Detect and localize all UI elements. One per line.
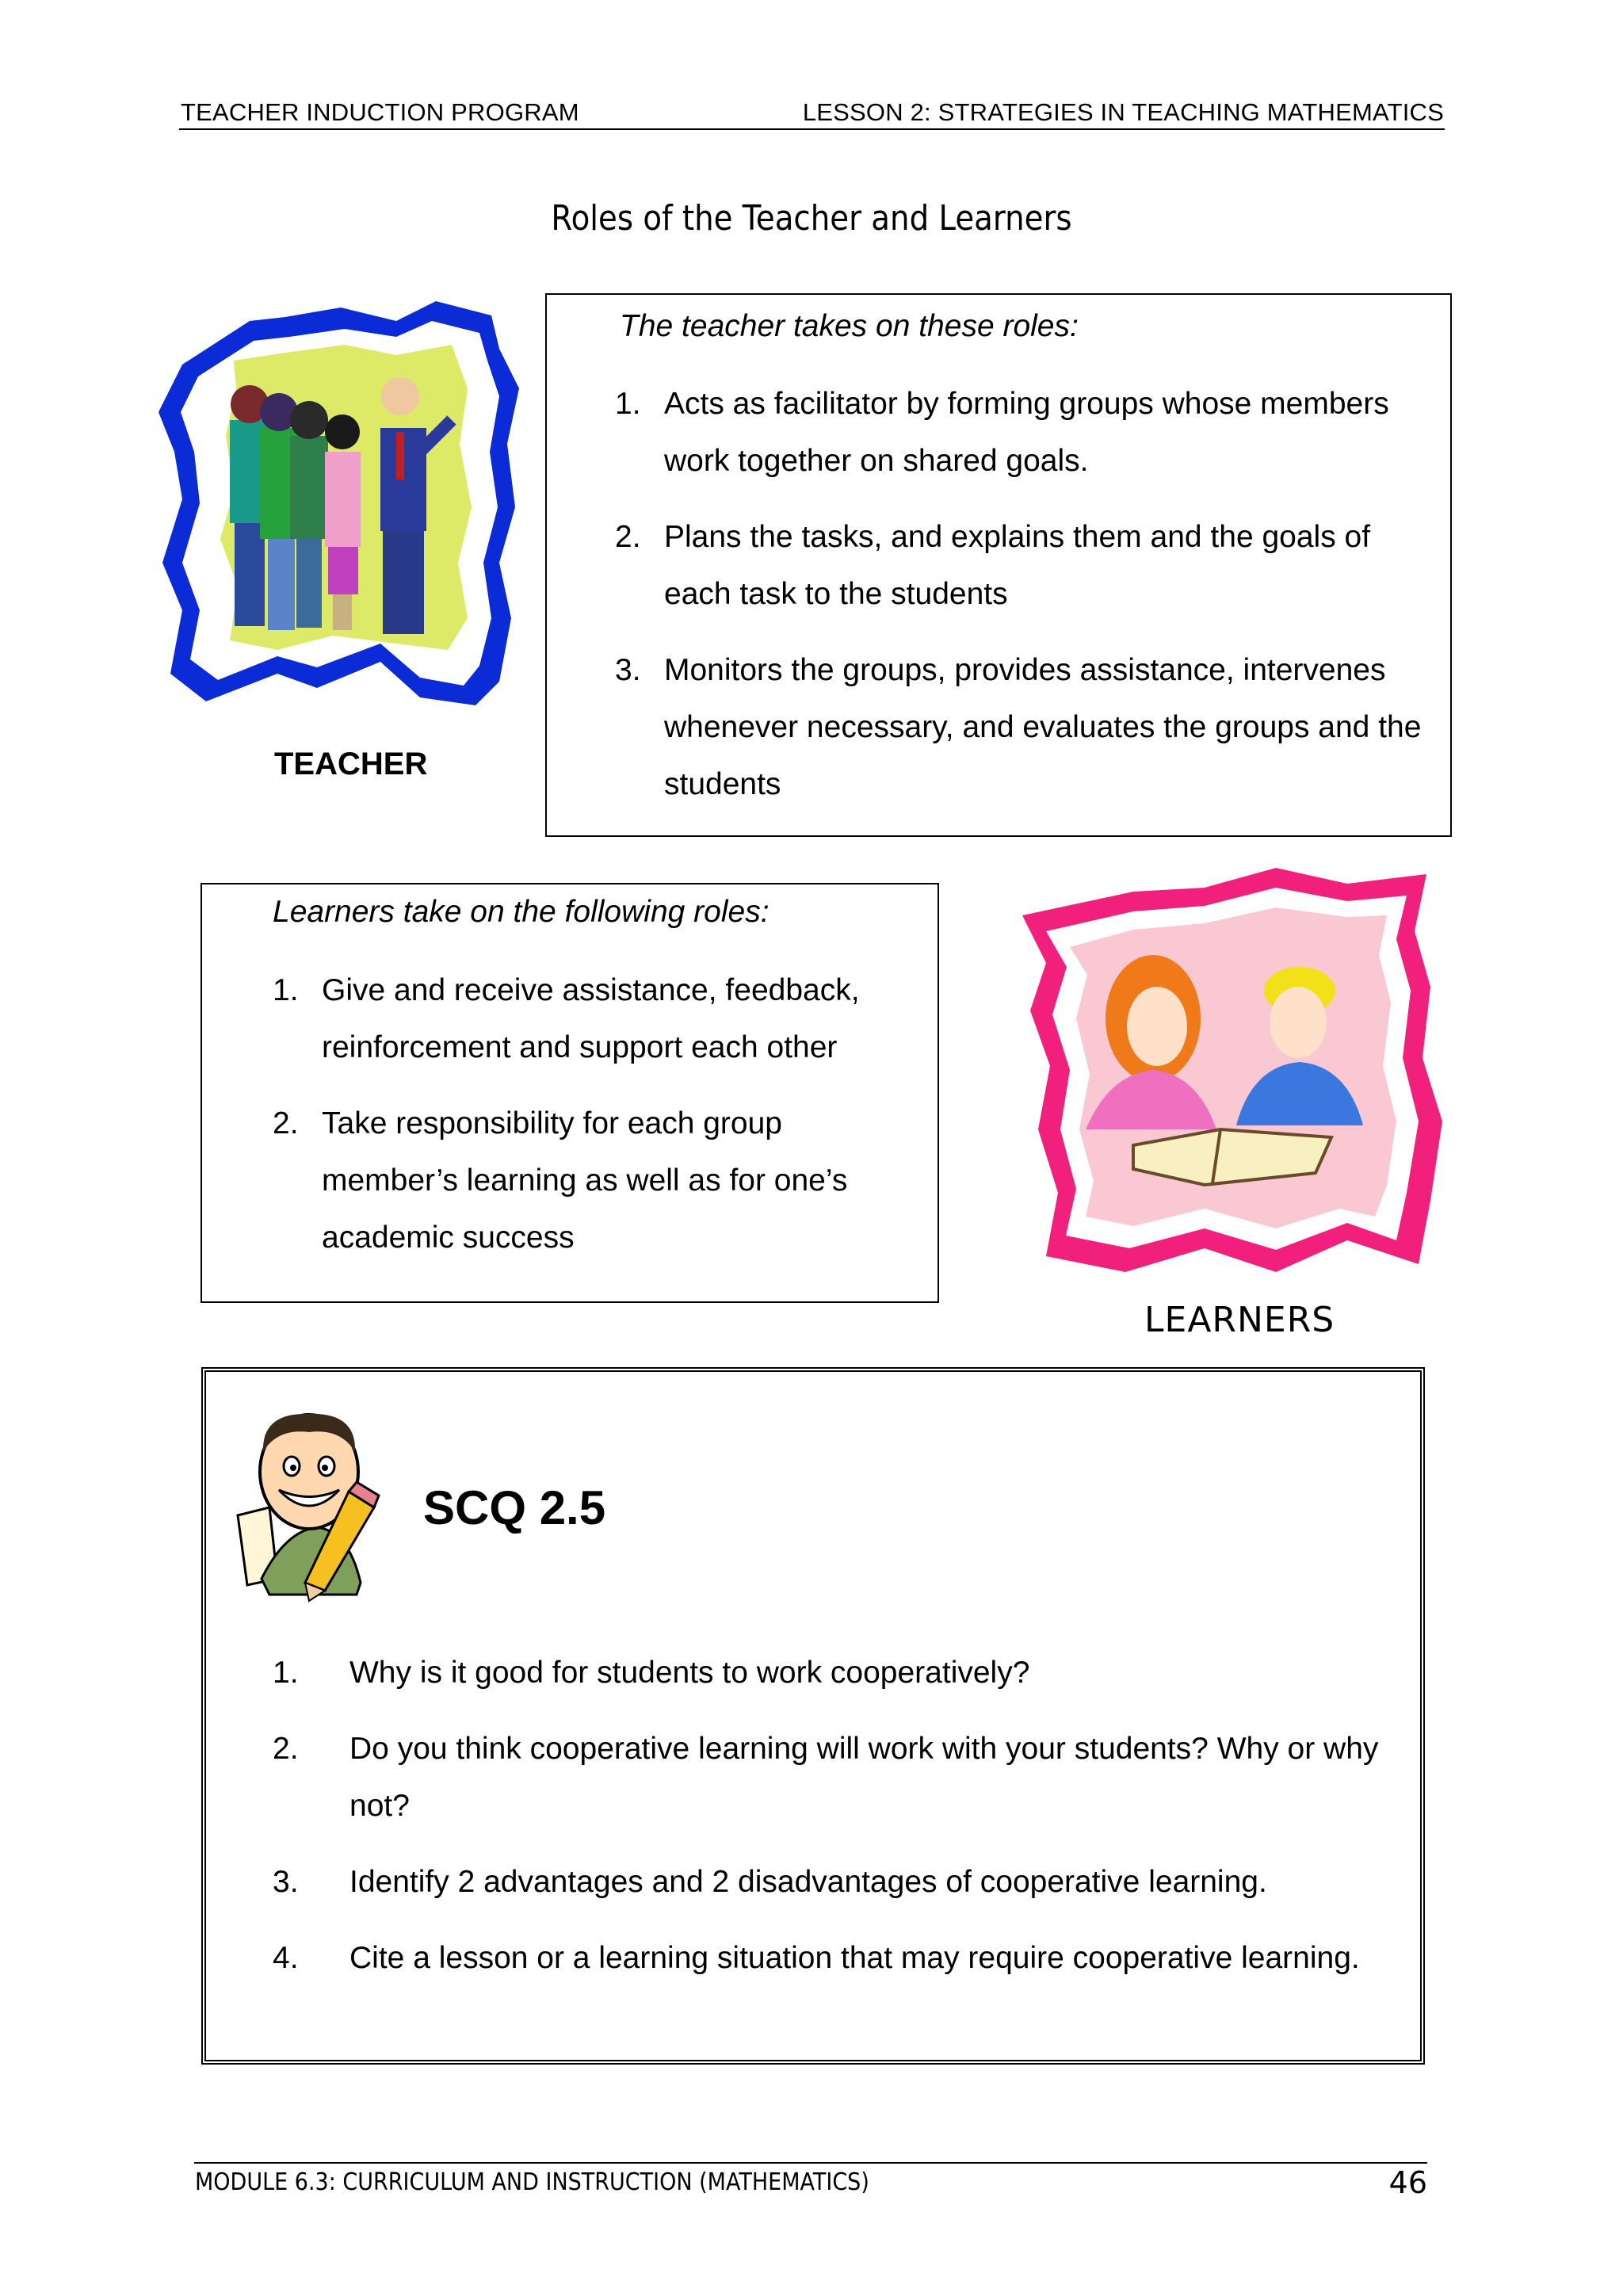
teacher-clipart-icon bbox=[158, 301, 523, 713]
page-number: 46 bbox=[1388, 2165, 1427, 2200]
header-lesson: LESSON 2: STRATEGIES IN TEACHING MATHEMATICS bbox=[802, 98, 1444, 126]
learners-roles-lead: Learners take on the following roles: bbox=[273, 895, 769, 929]
list-item: 2. Take responsibility for each group member’s learning as well as for one’s academic success bbox=[273, 1106, 848, 1255]
thinking-man-pencil-icon bbox=[230, 1396, 388, 1603]
teacher-roles-list bbox=[615, 376, 1439, 832]
list-item: 3. Monitors the groups, provides assistance, intervenes whenever necessary, and evaluates the groups and the students bbox=[615, 653, 1422, 801]
header-program: TEACHER INDUCTION PROGRAM bbox=[181, 98, 579, 126]
teacher-roles-box bbox=[545, 293, 1452, 837]
list-item: 3. Identify 2 advantages and 2 disadvantages of cooperative learning. bbox=[273, 1865, 1267, 1899]
scq-title: SCQ 2.5 bbox=[423, 1481, 606, 1534]
learners-caption: LEARNERS bbox=[1144, 1300, 1335, 1340]
footer-divider bbox=[194, 2162, 1427, 2164]
list-item: 1. Why is it good for students to work cooperatively? bbox=[273, 1656, 1030, 1690]
header-divider bbox=[179, 128, 1445, 130]
learners-roles-list bbox=[273, 962, 922, 1286]
scq-questions-list bbox=[273, 1645, 1398, 2006]
learners-clipart-icon bbox=[1014, 868, 1442, 1280]
list-item: 2. Plans the tasks, and explains them and the goals of each task to the students bbox=[615, 520, 1371, 611]
teacher-caption: TEACHER bbox=[274, 747, 428, 781]
list-item: 2. Do you think cooperative learning will work with your students? Why or why not? bbox=[273, 1732, 1379, 1823]
list-item: 1. Give and receive assistance, feedback, reinforcement and support each other bbox=[273, 973, 860, 1064]
footer-module: MODULE 6.3: CURRICULUM AND INSTRUCTION (MATHEMATICS) bbox=[195, 2168, 869, 2196]
teacher-roles-lead: The teacher takes on these roles: bbox=[620, 309, 1079, 343]
list-item: 4. Cite a lesson or a learning situation that may require cooperative learning. bbox=[273, 1941, 1360, 1975]
list-item: 1. Acts as facilitator by forming groups whose members work together on shared goals. bbox=[615, 387, 1389, 478]
learners-roles-box bbox=[200, 883, 939, 1303]
page-title: Roles of the Teacher and Learners bbox=[551, 198, 1072, 239]
